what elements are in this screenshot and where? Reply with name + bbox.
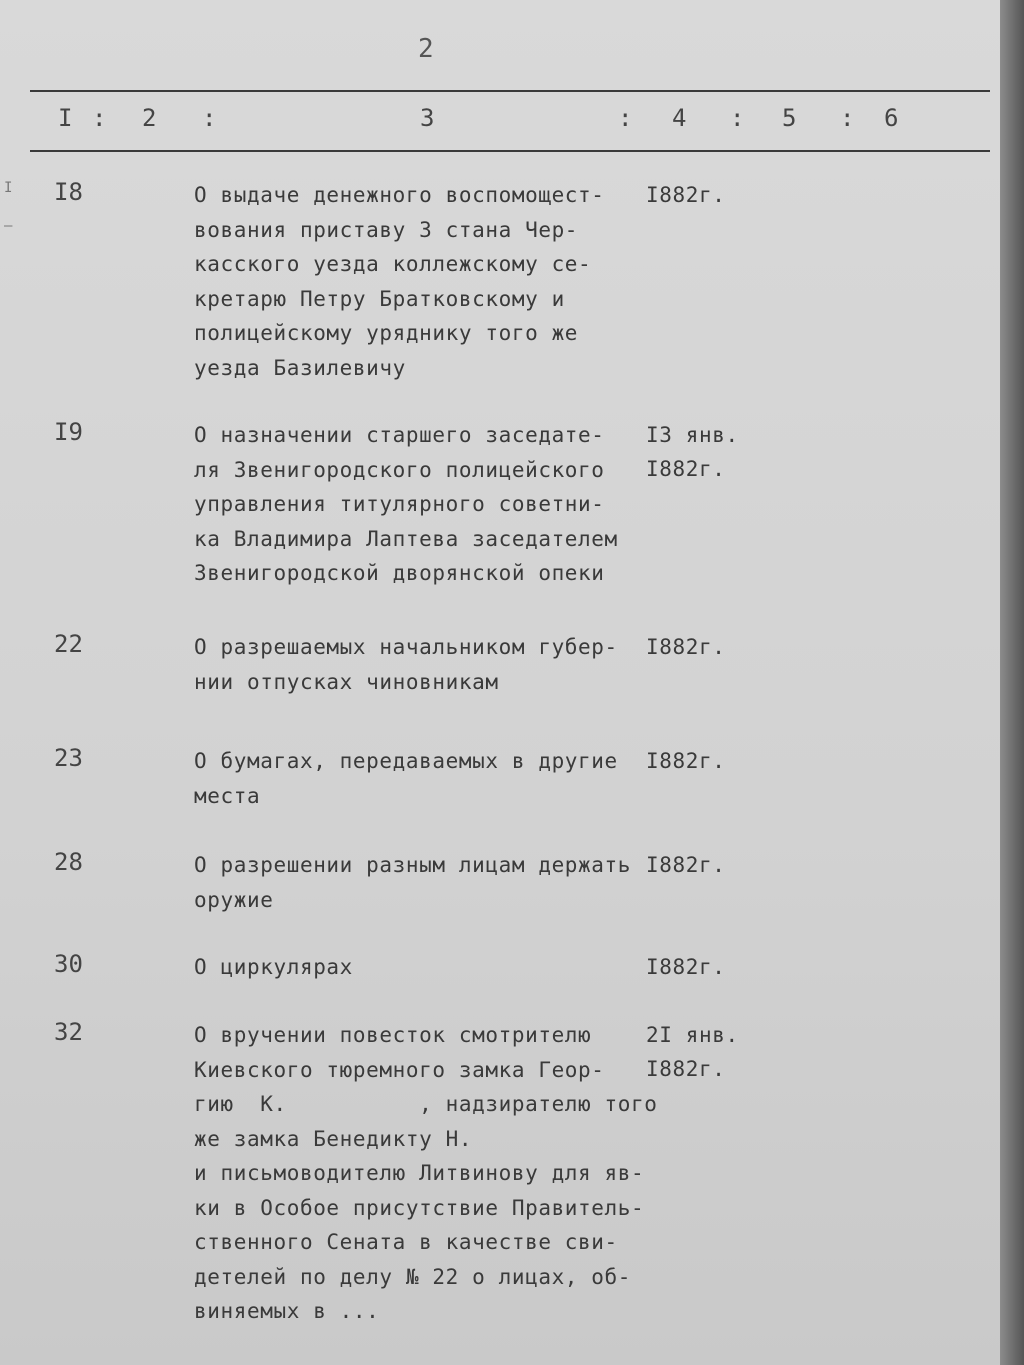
entry-number: 28: [54, 848, 83, 876]
header-rule-bottom: [30, 150, 990, 152]
entry-date: I3 янв. I882г.: [646, 423, 739, 481]
entry-description: О вручении повесток смотрителю Киевского тюремного замка Геор- гию К. , надзирателю того же замка Бенедикту Н. и письмоводителю Литвинову для яв- ки в Особое присутствие Правитель- ственного Сената в качестве сви- детелей по делу № 22 о лицах, об- виняемых в ...: [194, 1023, 658, 1323]
margin-mark: –: [4, 218, 13, 234]
entry-number: 23: [54, 744, 83, 772]
page-edge-shadow: [1000, 0, 1024, 1365]
entry-description: О циркулярах: [194, 955, 353, 979]
entry-date: 2I янв. I882г.: [646, 1023, 739, 1081]
column-header-4: 4: [672, 104, 687, 132]
column-header-3: 3: [420, 104, 435, 132]
column-separator: :: [92, 104, 107, 132]
entry-description: О бумагах, передаваемых в другие места: [194, 749, 618, 808]
column-header-5: 5: [782, 104, 797, 132]
column-header-2: 2: [142, 104, 157, 132]
column-separator: :: [618, 104, 633, 132]
entry-number: I8: [54, 178, 83, 206]
entry-date: I882г.: [646, 635, 726, 659]
entry-number: 32: [54, 1018, 83, 1046]
entry-description: О разрешении разным лицам держать оружие: [194, 853, 632, 912]
column-separator: :: [840, 104, 855, 132]
entry-date: I882г.: [646, 749, 726, 773]
entry-number: 22: [54, 630, 83, 658]
entry-date: I882г.: [646, 955, 726, 979]
entry-number: 30: [54, 950, 83, 978]
margin-mark: I: [4, 180, 13, 196]
page-number: 2: [418, 34, 434, 64]
column-separator: :: [730, 104, 745, 132]
entry-date: I882г.: [646, 183, 726, 207]
entry-number: I9: [54, 418, 83, 446]
entry-description: О разрешаемых начальником губер- нии отпусках чиновникам: [194, 635, 618, 694]
column-header-1: I: [58, 104, 73, 132]
entry-date: I882г.: [646, 853, 726, 877]
column-separator: :: [202, 104, 217, 132]
entry-description: О назначении старшего заседате- ля Звенигородского полицейского управления титулярного советни- ка Владимира Лаптева заседателем Звенигородской дворянской опеки: [194, 423, 618, 585]
column-header-6: 6: [884, 104, 899, 132]
header-rule-top: [30, 90, 990, 92]
entry-description: О выдаче денежного воспомощест- вования приставу 3 стана Чер- касского уезда коллежскому се- кретарю Петру Братковскому и полицейскому уряднику того же уезда Базилевичу: [194, 183, 605, 380]
